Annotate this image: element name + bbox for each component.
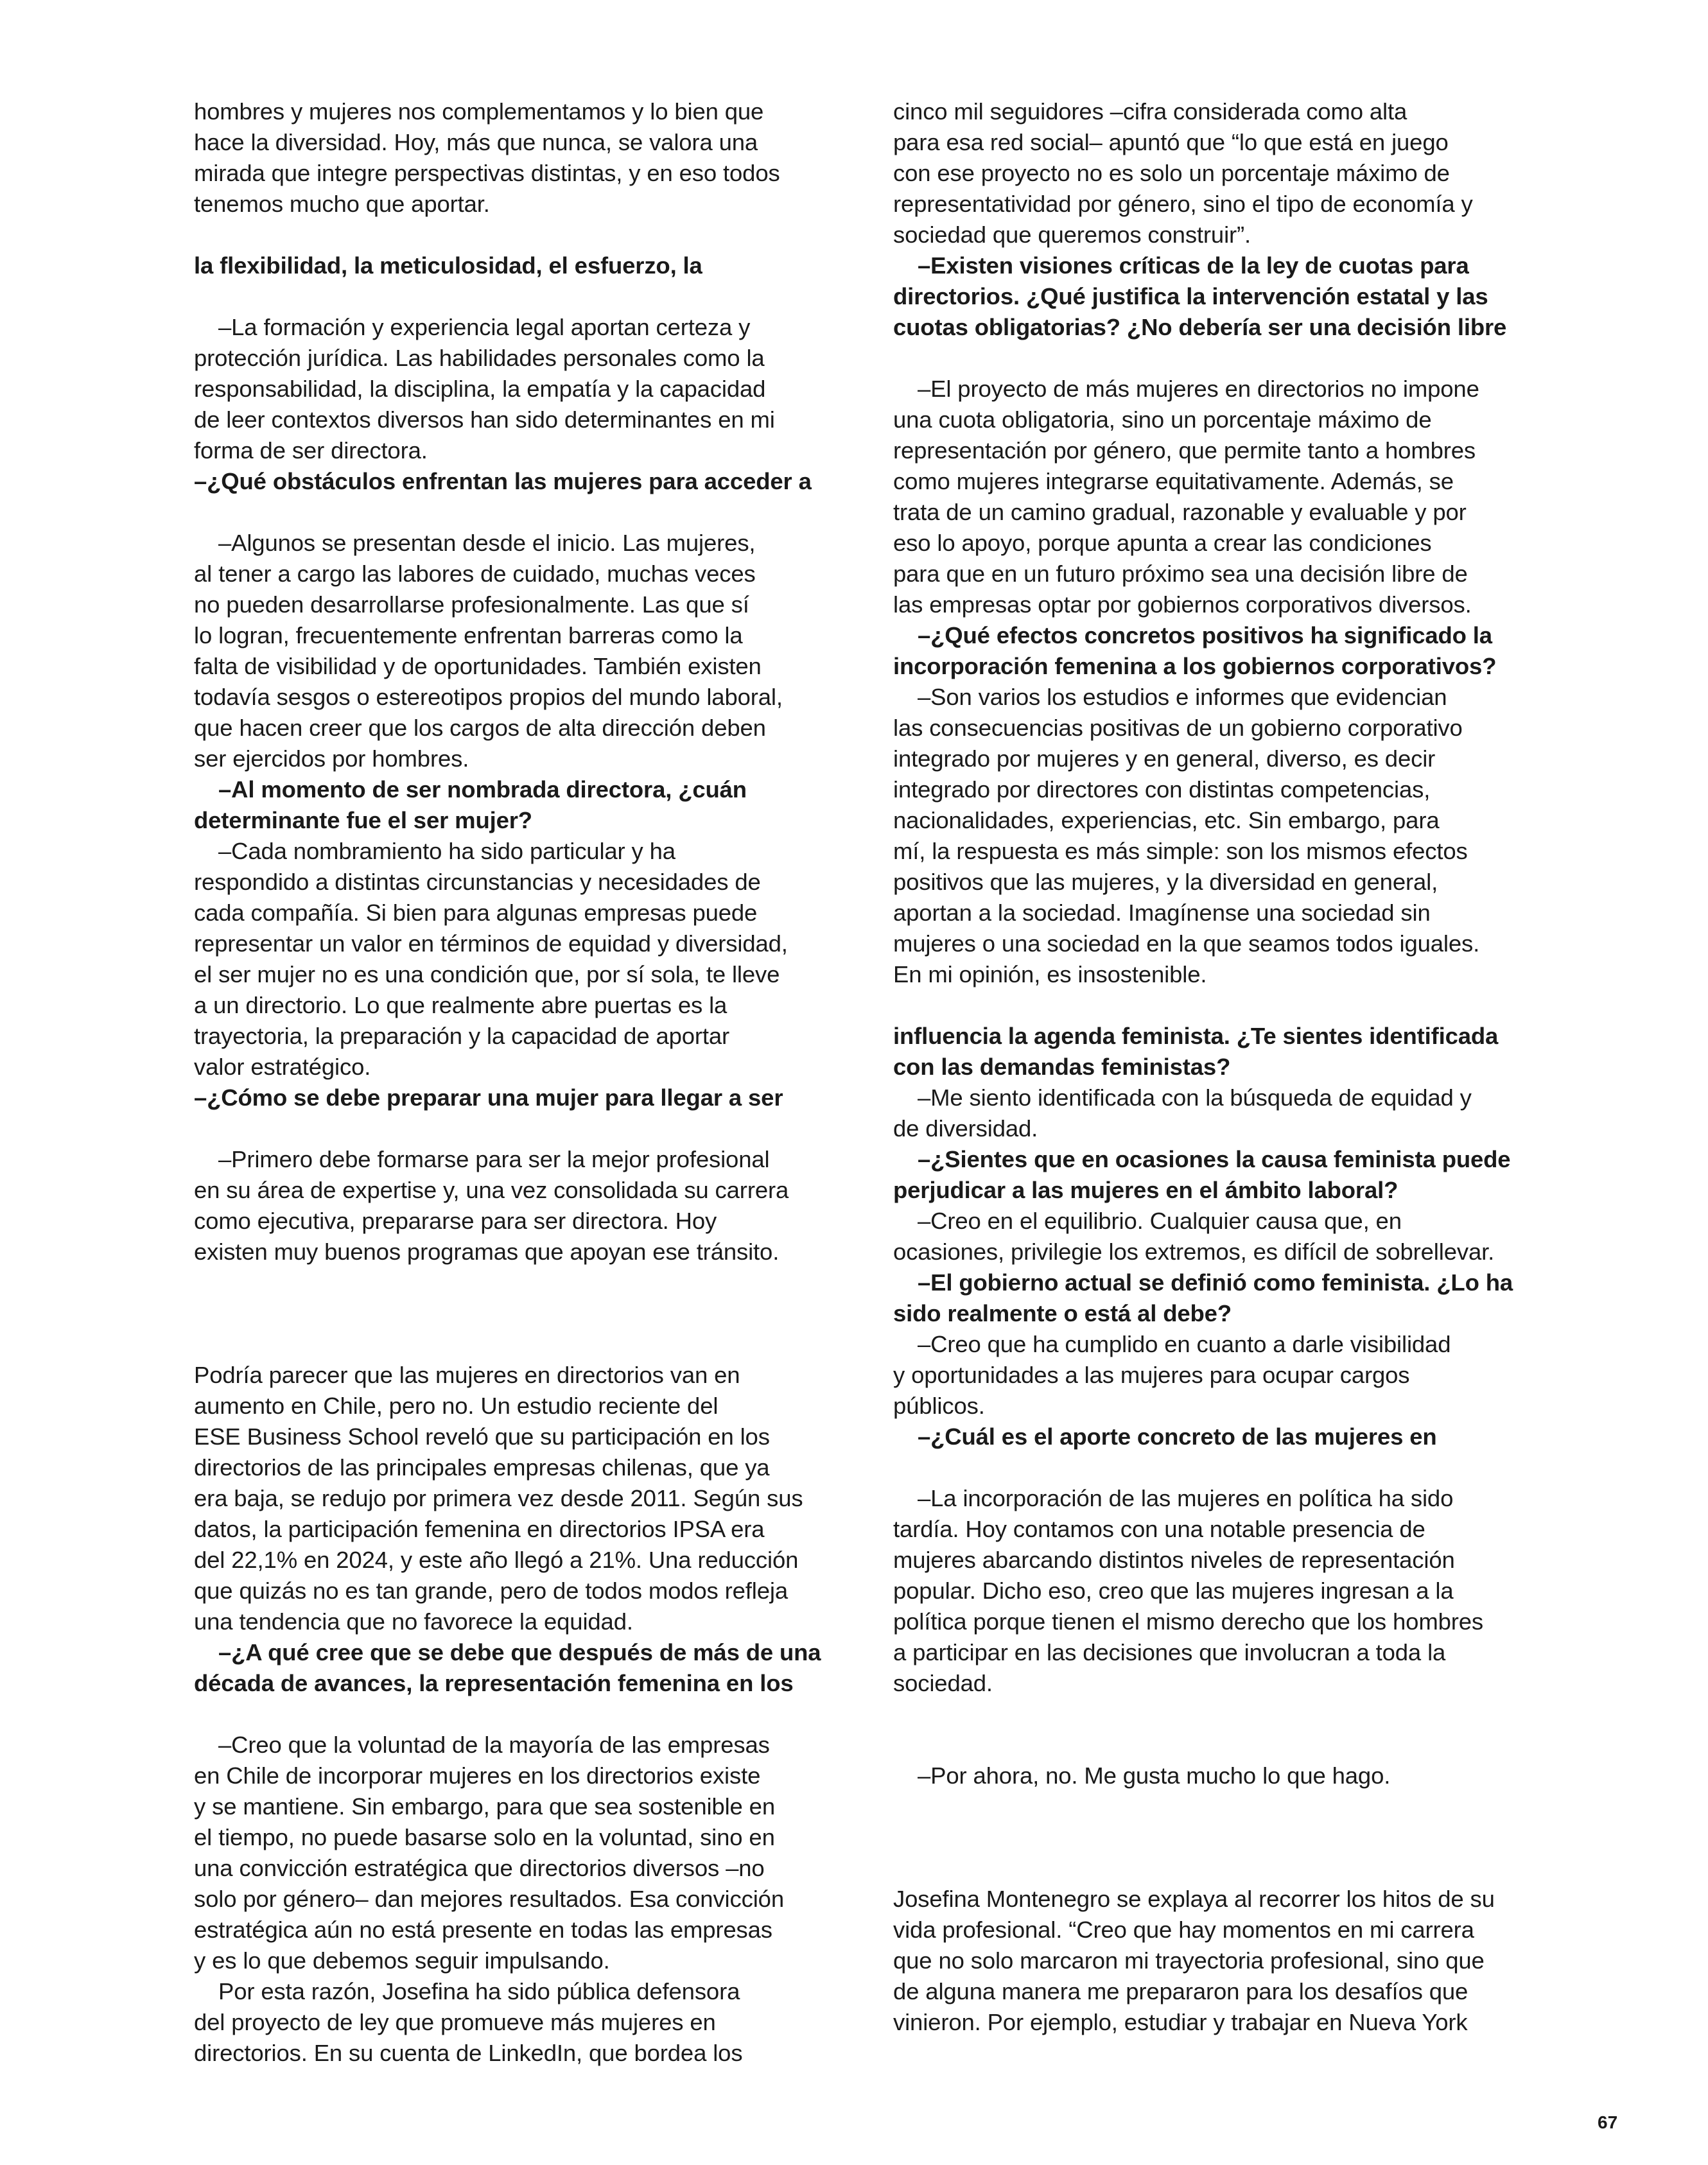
blank-line <box>194 1267 865 1298</box>
text-line: que quizás no es tan grande, pero de todos modos refleja <box>194 1578 789 1604</box>
text-line: –Primero debe formarse para ser la mejor profesional <box>218 1146 770 1172</box>
text-line: lo logran, frecuentemente enfrentan barreras como la <box>194 622 743 648</box>
question-line: –¿Sientes que en ocasiones la causa feminista puede <box>918 1146 1511 1172</box>
text-line: representación por género, que permite tanto a hombres <box>893 437 1476 464</box>
text-line: responsabilidad, la disciplina, la empatía y la capacidad <box>194 376 766 402</box>
question-line: cuotas obligatorias? ¿No debería ser una decisión libre <box>893 314 1507 340</box>
text-line: una cuota obligatoria, sino un porcentaje máximo de <box>893 406 1432 433</box>
question-line: –Al momento de ser nombrada directora, ¿cuán <box>218 776 747 803</box>
text-line: del proyecto de ley que promueve más mujeres en <box>194 2009 716 2035</box>
question-line: –¿Qué efectos concretos positivos ha significado la <box>918 622 1492 648</box>
text-line: directorios de las principales empresas chilenas, que ya <box>194 1454 770 1481</box>
text-line: que hacen creer que los cargos de alta dirección deben <box>194 715 766 741</box>
text-line: –El proyecto de más mujeres en directorios no impone <box>918 376 1479 402</box>
right-text-column <box>893 96 1564 2038</box>
question-line: la flexibilidad, la meticulosidad, el esfuerzo, la <box>194 252 702 279</box>
text-line: en su área de expertise y, una vez consolidada su carrera <box>194 1177 789 1203</box>
blank-line <box>194 1298 865 1329</box>
text-line: al tener a cargo las labores de cuidado, muchas veces <box>194 561 756 587</box>
text-line: que no solo marcaron mi trayectoria profesional, sino que <box>893 1947 1485 1974</box>
blank-line <box>893 1853 1564 1884</box>
blank-line <box>194 1699 865 1730</box>
question-line: –El gobierno actual se definió como feminista. ¿Lo ha <box>918 1269 1513 1296</box>
text-line: del 22,1% en 2024, y este año llegó a 21%. Una reducción <box>194 1547 799 1573</box>
text-line: mujeres o una sociedad en la que seamos todos iguales. <box>893 930 1480 957</box>
text-line: vinieron. Por ejemplo, estudiar y trabajar en Nueva York <box>893 2009 1468 2035</box>
text-line: aportan a la sociedad. Imagínense una sociedad sin <box>893 900 1431 926</box>
text-line: públicos. <box>893 1393 985 1419</box>
blank-line <box>893 1791 1564 1822</box>
text-line: cada compañía. Si bien para algunas empresas puede <box>194 900 758 926</box>
blank-line <box>194 497 865 528</box>
text-line: una tendencia que no favorece la equidad. <box>194 1608 633 1635</box>
text-line: integrado por directores con distintas competencias, <box>893 776 1431 803</box>
question-line: directorios. ¿Qué justifica la intervención estatal y las <box>893 283 1488 309</box>
text-line: representatividad por género, sino el tipo de economía y <box>893 191 1473 217</box>
question-line: década de avances, la representación femenina en los <box>194 1670 794 1696</box>
text-line: tenemos mucho que aportar. <box>194 191 490 217</box>
blank-line <box>194 281 865 312</box>
text-line: ESE Business School reveló que su participación en los <box>194 1423 770 1450</box>
text-line: datos, la participación femenina en directorios IPSA era <box>194 1516 765 1542</box>
blank-line <box>893 1699 1564 1730</box>
text-line: existen muy buenos programas que apoyan ese tránsito. <box>194 1239 780 1265</box>
blank-line <box>194 220 865 250</box>
text-line: y oportunidades a las mujeres para ocupar cargos <box>893 1362 1410 1388</box>
blank-line <box>893 343 1564 374</box>
question-line: perjudicar a las mujeres en el ámbito laboral? <box>893 1177 1399 1203</box>
text-line: –Me siento identificada con la búsqueda de equidad y <box>918 1084 1472 1111</box>
text-line: sociedad que queremos construir”. <box>893 222 1251 248</box>
text-line: respondido a distintas circunstancias y necesidades de <box>194 869 761 895</box>
text-line: –Creo en el equilibrio. Cualquier causa que, en <box>918 1208 1402 1234</box>
text-line: mirada que integre perspectivas distintas, y en eso todos <box>194 160 780 186</box>
text-line: a participar en las decisiones que involucran a toda la <box>893 1639 1446 1665</box>
question-line: incorporación femenina a los gobiernos corporativos? <box>893 653 1497 679</box>
text-line: hace la diversidad. Hoy, más que nunca, se valora una <box>194 129 758 155</box>
text-line: –Creo que la voluntad de la mayoría de las empresas <box>218 1732 770 1758</box>
text-line: de diversidad. <box>893 1115 1038 1142</box>
blank-line <box>893 1730 1564 1761</box>
text-line: directorios. En su cuenta de LinkedIn, que bordea los <box>194 2040 743 2066</box>
text-line: en Chile de incorporar mujeres en los directorios existe <box>194 1762 761 1789</box>
text-line: valor estratégico. <box>194 1054 371 1080</box>
question-line: –¿Qué obstáculos enfrentan las mujeres para acceder a <box>194 468 812 494</box>
text-line: sociedad. <box>893 1670 993 1696</box>
text-line: –Por ahora, no. Me gusta mucho lo que hago. <box>918 1762 1391 1789</box>
text-line: –Son varios los estudios e informes que evidencian <box>918 684 1447 710</box>
text-line: –Creo que ha cumplido en cuanto a darle visibilidad <box>918 1331 1451 1357</box>
question-line: sido realmente o está al debe? <box>893 1300 1232 1326</box>
text-line: En mi opinión, es insostenible. <box>893 961 1207 987</box>
text-line: era baja, se redujo por primera vez desde 2011. Según sus <box>194 1485 803 1511</box>
text-line: positivos que las mujeres, y la diversidad en general, <box>893 869 1438 895</box>
text-line: a un directorio. Lo que realmente abre puertas es la <box>194 992 728 1018</box>
text-line: Por esta razón, Josefina ha sido pública defensora <box>218 1978 740 2004</box>
question-line: con las demandas feministas? <box>893 1054 1231 1080</box>
blank-line <box>194 1329 865 1360</box>
text-line: de alguna manera me prepararon para los desafíos que <box>893 1978 1468 2004</box>
text-line: para que en un futuro próximo sea una decisión libre de <box>893 561 1468 587</box>
question-line: determinante fue el ser mujer? <box>194 807 532 833</box>
question-line: –¿Cómo se debe preparar una mujer para llegar a ser <box>194 1084 783 1111</box>
text-line: popular. Dicho eso, creo que las mujeres ingresan a la <box>893 1578 1454 1604</box>
text-line: y se mantiene. Sin embargo, para que sea sostenible en <box>194 1793 775 1820</box>
text-line: el tiempo, no puede basarse solo en la voluntad, sino en <box>194 1824 775 1850</box>
text-line: de leer contextos diversos han sido determinantes en mi <box>194 406 775 433</box>
text-line: todavía sesgos o estereotipos propios del mundo laboral, <box>194 684 783 710</box>
text-line: Josefina Montenegro se explaya al recorrer los hitos de su <box>893 1886 1495 1912</box>
text-line: y es lo que debemos seguir impulsando. <box>194 1947 610 1974</box>
text-line: eso lo apoyo, porque apunta a crear las condiciones <box>893 530 1432 556</box>
blank-line <box>893 990 1564 1021</box>
text-line: las consecuencias positivas de un gobierno corporativo <box>893 715 1463 741</box>
text-line: como mujeres integrarse equitativamente. Además, se <box>893 468 1454 494</box>
text-line: protección jurídica. Las habilidades personales como la <box>194 345 765 371</box>
question-line: –¿Cuál es el aporte concreto de las mujeres en <box>918 1423 1437 1450</box>
page-number: 67 <box>1598 2112 1618 2132</box>
text-line: tardía. Hoy contamos con una notable presencia de <box>893 1516 1425 1542</box>
text-line: –Cada nombramiento ha sido particular y ha <box>218 838 675 864</box>
text-line: –Algunos se presentan desde el inicio. Las mujeres, <box>218 530 756 556</box>
text-line: forma de ser directora. <box>194 437 428 464</box>
text-line: –La incorporación de las mujeres en política ha sido <box>918 1485 1454 1511</box>
text-line: mí, la respuesta es más simple: son los mismos efectos <box>893 838 1468 864</box>
question-line: influencia la agenda feminista. ¿Te sientes identificada <box>893 1023 1499 1049</box>
text-line: representar un valor en términos de equidad y diversidad, <box>194 930 788 957</box>
text-line: vida profesional. “Creo que hay momentos en mi carrera <box>893 1917 1474 1943</box>
text-line: una convicción estratégica que directorios diversos –no <box>194 1855 765 1881</box>
blank-line <box>893 1822 1564 1853</box>
text-line: hombres y mujeres nos complementamos y lo bien que <box>194 98 764 125</box>
blank-line <box>893 1452 1564 1483</box>
text-line: trata de un camino gradual, razonable y evaluable y por <box>893 499 1467 525</box>
text-line: falta de visibilidad y de oportunidades. También existen <box>194 653 762 679</box>
text-line: mujeres abarcando distintos niveles de representación <box>893 1547 1455 1573</box>
text-line: no pueden desarrollarse profesionalmente. Las que sí <box>194 591 749 618</box>
text-line: para esa red social– apuntó que “lo que está en juego <box>893 129 1449 155</box>
text-line: –La formación y experiencia legal aportan certeza y <box>218 314 751 340</box>
text-line: como ejecutiva, prepararse para ser directora. Hoy <box>194 1208 717 1234</box>
text-line: aumento en Chile, pero no. Un estudio reciente del <box>194 1393 719 1419</box>
text-line: Podría parecer que las mujeres en directorios van en <box>194 1362 740 1388</box>
text-line: nacionalidades, experiencias, etc. Sin embargo, para <box>893 807 1440 833</box>
text-line: las empresas optar por gobiernos corporativos diversos. <box>893 591 1472 618</box>
text-line: integrado por mujeres y en general, diverso, es decir <box>893 745 1436 772</box>
text-line: política porque tienen el mismo derecho que los hombres <box>893 1608 1483 1635</box>
text-line: trayectoria, la preparación y la capacidad de aportar <box>194 1023 730 1049</box>
left-text-column <box>194 96 865 2069</box>
text-line: ocasiones, privilegie los extremos, es difícil de sobrellevar. <box>893 1239 1495 1265</box>
question-line: –Existen visiones críticas de la ley de cuotas para <box>918 252 1469 279</box>
text-line: con ese proyecto no es solo un porcentaje máximo de <box>893 160 1450 186</box>
text-line: cinco mil seguidores –cifra considerada como alta <box>893 98 1407 125</box>
blank-line <box>194 1113 865 1144</box>
text-line: el ser mujer no es una condición que, por sí sola, te lleve <box>194 961 780 987</box>
question-line: –¿A qué cree que se debe que después de más de una <box>218 1639 821 1665</box>
text-line: ser ejercidos por hombres. <box>194 745 469 772</box>
text-line: solo por género– dan mejores resultados. Esa convicción <box>194 1886 784 1912</box>
text-line: estratégica aún no está presente en todas las empresas <box>194 1917 772 1943</box>
